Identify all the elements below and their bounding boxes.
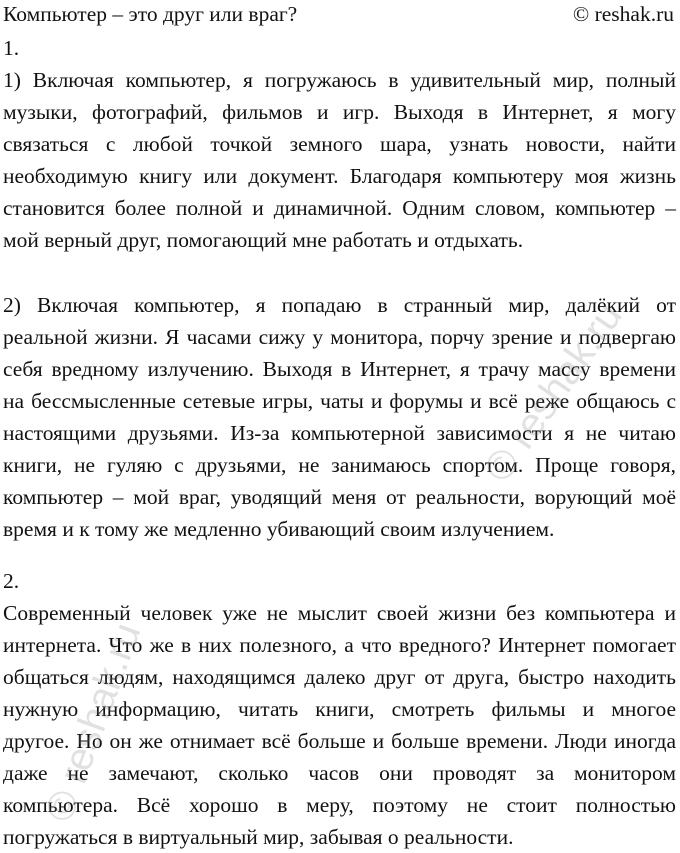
site-credit: © reshak.ru (572, 2, 674, 26)
watermark: © reshak.ru (475, 294, 631, 490)
section-2-number: 2. (3, 569, 20, 593)
text-line: 1) Включая компьютер, я погружаюсь в удивительный мир, полный (3, 68, 676, 92)
text-line: себя вредному излучению. Выходя в Интернет, я трачу массу времени (3, 357, 676, 381)
document-title: Компьютер – это друг или враг? (3, 2, 298, 26)
text-line: настоящими друзьями. Из-за компьютерной зависимости я не читаю (3, 421, 676, 445)
text-line: книги, не гуляю с друзьями, не занимаюсь спортом. Проще говоря, (3, 453, 676, 477)
text-line: нужную информацию, читать книги, смотреть фильмы и многое (3, 697, 676, 721)
text-line: музыки, фотографий, фильмов и игр. Выходя в Интернет, я могу (3, 100, 676, 124)
text-line: на бессмысленные сетевые игры, чаты и форумы и всё реже общаюсь с (3, 389, 676, 413)
page-header (3, 0, 674, 30)
text-line: компьютер – мой враг, уводящий меня от реальности, ворующий моё (3, 485, 676, 509)
paragraph-2 (3, 289, 676, 545)
text-line: необходимую книгу или документ. Благодаря компьютеру моя жизнь (3, 164, 676, 188)
text-line: время и к тому же медленно убивающий своим излучением. (3, 517, 555, 541)
text-line: погружаться в виртуальный мир, забывая о реальности. (3, 825, 514, 849)
text-line: связаться с любой точкой земного шара, узнать новости, найти (3, 132, 676, 156)
section-1-number: 1. (3, 36, 20, 60)
watermark: © reshak.ru (37, 617, 150, 828)
text-line: компьютера. Всё хорошо в меру, поэтому не стоит полностью (3, 793, 676, 817)
text-line: реальной жизни. Я часами сижу у монитора, порчу зрение и подвергаю (3, 325, 676, 349)
text-line: становится более полной и динамичной. Одним словом, компьютер – (3, 196, 676, 220)
text-line: 2) Включая компьютер, я попадаю в странный мир, далёкий от (3, 293, 676, 317)
text-line: даже не замечают, сколько часов они проводят за монитором (3, 761, 676, 785)
text-line: общаться людям, находящимся далеко друг от друга, быстро находить (3, 665, 676, 689)
paragraph-3 (3, 597, 676, 853)
text-line: мой верный друг, помогающий мне работать и отдыхать. (3, 228, 524, 252)
text-line: другое. Но он же отнимает всё больше и больше времени. Люди иногда (3, 729, 676, 753)
text-line: Современный человек уже не мыслит своей жизни без компьютера и (3, 601, 676, 625)
paragraph-1 (3, 64, 676, 256)
text-line: интернета. Что же в них полезного, а что вредного? Интернет помогает (3, 633, 676, 657)
